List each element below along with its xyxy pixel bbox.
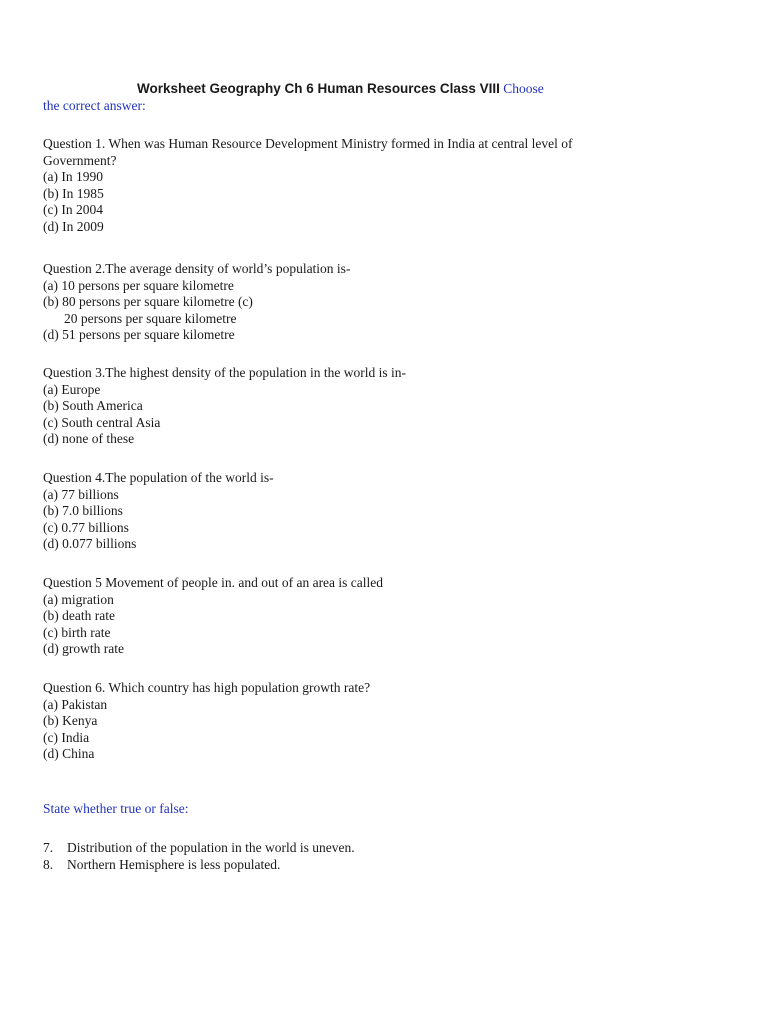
answer-option: 20 persons per square kilometre bbox=[64, 310, 237, 326]
answer-option: (c) 0.77 billions bbox=[43, 519, 129, 535]
true-false-item bbox=[43, 840, 355, 857]
true-false-list bbox=[43, 840, 355, 873]
question-1 bbox=[43, 136, 572, 236]
answer-option: (b) 80 persons per square kilometre (c) bbox=[43, 294, 253, 310]
answer-option: (a) Europe bbox=[43, 381, 101, 397]
answer-option: (c) India bbox=[43, 729, 90, 745]
item-text: Distribution of the population in the world is uneven. bbox=[67, 840, 355, 855]
question-text: Question 4.The population of the world is- bbox=[43, 470, 274, 485]
question-text: Question 3.The highest density of the population in the world is in- bbox=[43, 365, 406, 380]
answer-option: (b) 7.0 billions bbox=[43, 503, 123, 519]
worksheet-title: Worksheet Geography Ch 6 Human Resources Class VIII bbox=[137, 81, 500, 96]
item-number: 8. bbox=[43, 856, 54, 872]
true-false-item bbox=[43, 857, 355, 874]
question-text: Question 2.The average density of world’s population is- bbox=[43, 261, 351, 276]
answer-option: (a) 77 billions bbox=[43, 486, 119, 502]
instruction-start: Choose bbox=[503, 81, 544, 96]
answer-option: (d) none of these bbox=[43, 431, 135, 447]
answer-option: (c) South central Asia bbox=[43, 414, 161, 430]
answer-option: (b) South America bbox=[43, 398, 143, 414]
answer-option: (d) 0.077 billions bbox=[43, 536, 137, 552]
answer-option: (a) Pakistan bbox=[43, 696, 108, 712]
answer-option: (a) migration bbox=[43, 591, 114, 607]
question-text: Question 1. When was Human Resource Development Ministry formed in India at central level of bbox=[43, 136, 573, 151]
question-6 bbox=[43, 680, 370, 763]
answer-option: (a) 10 persons per square kilometre bbox=[43, 277, 234, 293]
question-text: Question 6. Which country has high population growth rate? bbox=[43, 680, 371, 695]
answer-option: (a) In 1990 bbox=[43, 169, 103, 185]
worksheet-title-line bbox=[137, 80, 544, 97]
item-number: 7. bbox=[43, 840, 54, 855]
answer-option: (d) In 2009 bbox=[43, 218, 104, 234]
question-text: Question 5 Movement of people in. and out of an area is called bbox=[43, 575, 384, 590]
answer-option: (c) In 2004 bbox=[43, 202, 103, 218]
answer-option: (b) death rate bbox=[43, 608, 115, 624]
answer-option: (b) In 1985 bbox=[43, 185, 104, 201]
answer-option: (d) growth rate bbox=[43, 641, 124, 657]
item-text: Northern Hemisphere is less populated. bbox=[67, 856, 281, 872]
question-2 bbox=[43, 261, 350, 344]
question-3 bbox=[43, 365, 406, 448]
true-false-heading: State whether true or false: bbox=[43, 801, 189, 816]
answer-option: (d) China bbox=[43, 746, 95, 762]
question-text: Government? bbox=[43, 152, 117, 168]
answer-option: (b) Kenya bbox=[43, 713, 98, 729]
question-4 bbox=[43, 470, 274, 553]
question-5 bbox=[43, 575, 383, 658]
answer-option: (c) birth rate bbox=[43, 624, 111, 640]
instruction-continuation: the correct answer: bbox=[43, 98, 146, 113]
answer-option: (d) 51 persons per square kilometre bbox=[43, 327, 235, 343]
